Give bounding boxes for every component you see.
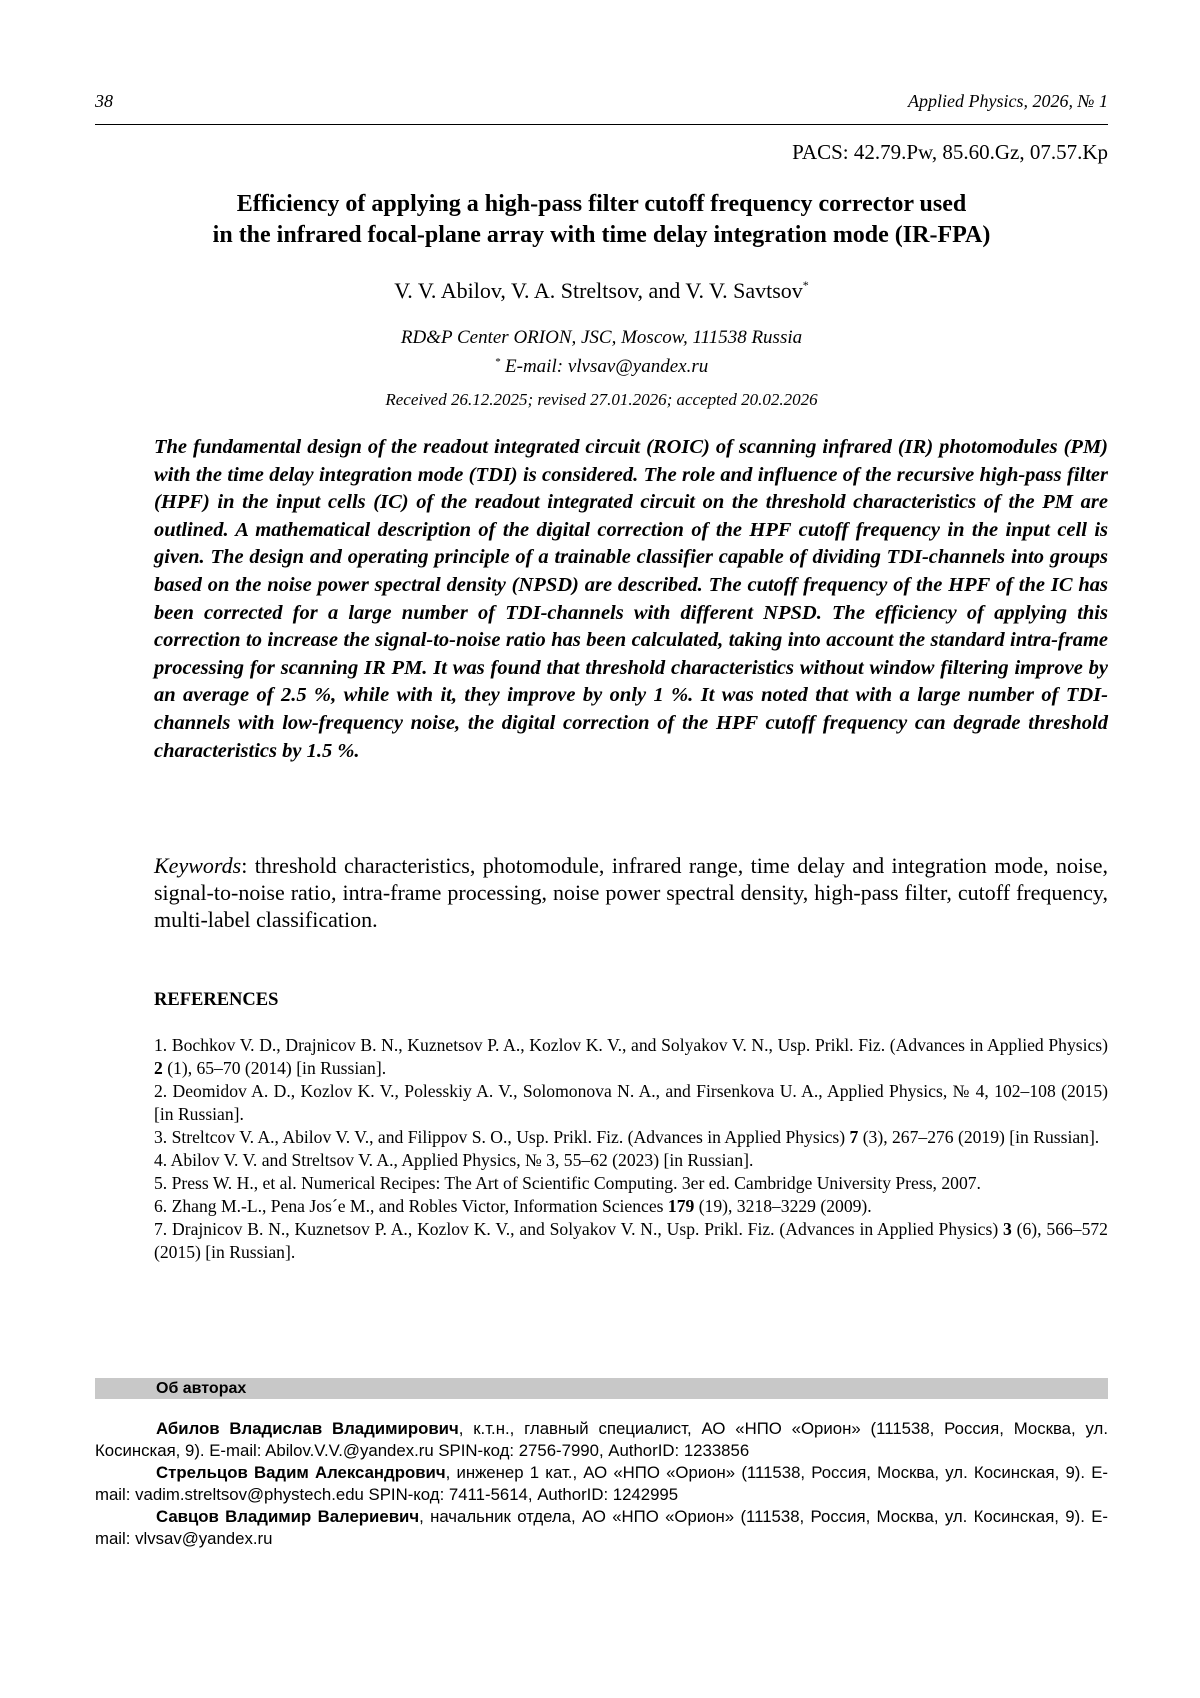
author-bio-details: , начальник отдела, АО «НПО «Орион» (111538, Россия, Москва, ул. Косинская, 9). E-mail: vlvsav@yandex.ru <box>95 1507 1108 1548</box>
about-authors-title: Об авторах <box>156 1380 247 1397</box>
author-list <box>95 278 1108 304</box>
title-line-1: Efficiency of applying a high-pass filter cutoff frequency corrector used <box>236 191 967 217</box>
reference-item: 5. Press W. H., et al. Numerical Recipes: The Art of Scientific Computing. 3er ed. Cambridge University Press, 2007. <box>154 1173 981 1193</box>
author-bio <box>95 1418 1108 1462</box>
reference-item: 3. Streltcov V. A., Abilov V. V., and Filippov S. O., Usp. Prikl. Fiz. (Advances in Applied Physics) 7 (3), 267–276 (2019) [in Russian]. <box>154 1127 1100 1147</box>
author-bio-name: Савцов Владимир Валериевич <box>156 1507 420 1526</box>
about-authors <box>95 1418 1108 1550</box>
header-divider <box>95 124 1108 125</box>
pacs-codes: PACS: 42.79.Pw, 85.60.Gz, 07.57.Kp <box>792 140 1108 164</box>
keywords-text: : threshold characteristics, photomodule, infrared range, time delay and integration mode, noise, signal-to-noise ratio, intra-frame processing, noise power spectral density, high-pass filter, cutoff frequency, multi-label classification. <box>154 853 1108 932</box>
corresponding-mark: * <box>802 278 809 292</box>
keywords-label: Keywords <box>154 853 242 878</box>
references-heading: REFERENCES <box>154 990 279 1010</box>
author-bio <box>95 1506 1108 1550</box>
page-number: 38 <box>95 91 113 111</box>
title-line-2: in the infrared focal-plane array with time delay integration mode (IR-FPA) <box>212 222 991 248</box>
reference-item: 6. Zhang M.-L., Pena Jos´e M., and Robles Victor, Information Sciences 179 (19), 3218–3229 (2009). <box>154 1196 872 1216</box>
affiliation-email-line <box>95 350 1108 379</box>
author-bio <box>95 1462 1108 1506</box>
author-bio-name: Стрельцов Вадим Александрович <box>156 1463 446 1482</box>
author-bio-details: , инженер 1 кат., АО «НПО «Орион» (111538, Россия, Москва, ул. Косинская, 9). E-mail: vadim.streltsov@phystech.edu SPIN-код: 7411-5614, AuthorID: 1242995 <box>95 1463 1108 1504</box>
reference-list <box>154 1034 1108 1264</box>
reference-item: 2. Deomidov A. D., Kozlov K. V., Polesskiy A. V., Solomonova N. A., and Firsenkova U. A., Applied Physics, № 4, 102–108 (2015) [in Russian]. <box>154 1081 1108 1124</box>
reference-item: 4. Abilov V. V. and Streltsov V. A., Applied Physics, № 3, 55–62 (2023) [in Russian]. <box>154 1150 754 1170</box>
affiliation <box>95 326 1108 379</box>
journal-name: Applied Physics, 2026, № 1 <box>908 91 1108 111</box>
keywords <box>154 852 1108 933</box>
abstract: The fundamental design of the readout integrated circuit (ROIC) of scanning infrared (IR) photomodules (PM) with the time delay integration mode (TDI) is considered. The role and influence of the recursive high-pass filter (HPF) in the input cells (IC) of the readout integrated circuit on the threshold characteristics of the PM are outlined. A mathematical description of the digital correction of the HPF cutoff frequency in the input cell is given. The design and operating principle of a trainable classifier capable of dividing TDI-channels into groups based on the noise power spectral density (NPSD) are described. The cutoff frequency of the HPF of the IC has been corrected for a large number of TDI-channels with different NPSD. The efficiency of applying this correction to increase the signal-to-noise ratio has been calculated, taking into account the standard intra-frame processing for scanning IR PM. It was found that threshold characteristics without window filtering improve by an average of 2.5 %, while with it, they improve by only 1 %. It was noted that with a large number of TDI-channels with low-frequency noise, the digital correction of the HPF cutoff frequency can degrade threshold characteristics by 1.5 %. <box>154 436 1108 762</box>
submission-dates: Received 26.12.2025; revised 27.01.2026; accepted 20.02.2026 <box>385 390 818 409</box>
author-bio-details: , к.т.н., главный специалист, АО «НПО «Орион» (111538, Россия, Москва, ул. Косинская, 9). E-mail: Abilov.V.V.@yandex.ru SPIN-код: 2756-7990, AuthorID: 1233856 <box>95 1419 1108 1460</box>
running-head <box>95 91 1108 117</box>
email-mark: * <box>494 356 501 368</box>
about-authors-heading <box>95 1378 1108 1399</box>
reference-item: 1. Bochkov V. D., Drajnicov B. N., Kuznetsov P. A., Kozlov K. V., and Solyakov V. N., Usp. Prikl. Fiz. (Advances in Applied Physics) 2 (1), 65–70 (2014) [in Russian]. <box>154 1035 1108 1078</box>
article-title <box>95 189 1108 251</box>
affiliation-org: RD&P Center ORION, JSC, Moscow, 111538 Russia <box>400 327 803 348</box>
author-bio-name: Абилов Владислав Владимирович <box>156 1419 459 1438</box>
affiliation-email: E-mail: vlvsav@yandex.ru <box>505 356 709 377</box>
author-names: V. V. Abilov, V. A. Streltsov, and V. V. Savtsov <box>394 278 803 303</box>
reference-item: 7. Drajnicov B. N., Kuznetsov P. A., Kozlov K. V., and Solyakov V. N., Usp. Prikl. Fiz. (Advances in Applied Physics) 3 (6), 566–572 (2015) [in Russian]. <box>154 1219 1108 1262</box>
